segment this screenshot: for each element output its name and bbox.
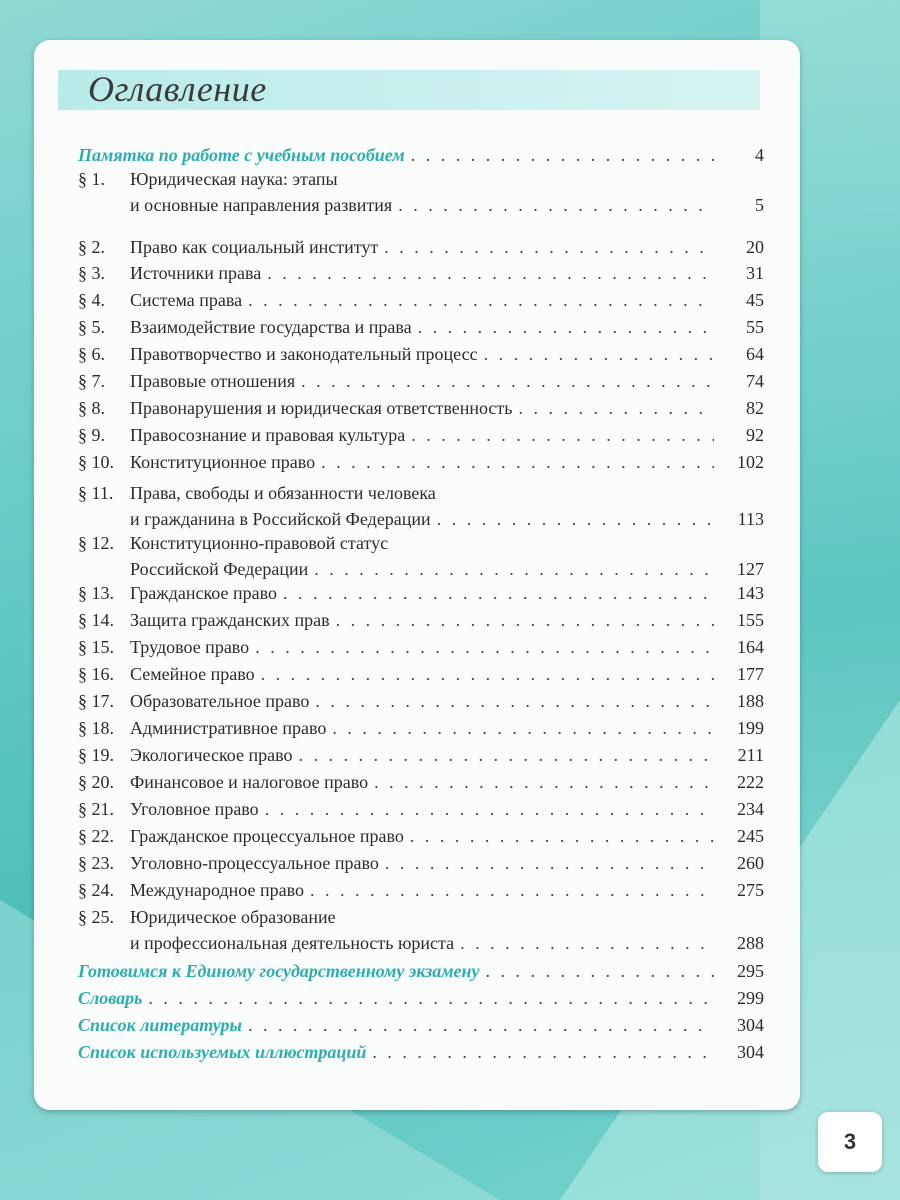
toc-entry-title: Памятка по работе с учебным пособием <box>78 145 405 165</box>
toc-page-number: 295 <box>737 961 764 981</box>
toc-entry-title: и гражданина в Российской Федерации <box>130 509 431 529</box>
toc-leader-dots <box>486 958 714 984</box>
toc-entry-title: Семейное право <box>130 664 255 684</box>
toc-entry[interactable] <box>78 634 764 660</box>
toc-entry[interactable] <box>78 850 764 876</box>
toc-entry[interactable] <box>78 449 764 475</box>
toc-page-number: 234 <box>737 799 764 819</box>
toc-page-number: 82 <box>746 398 764 418</box>
toc-entry[interactable] <box>78 314 764 340</box>
toc-entry-title: Система права <box>130 290 243 310</box>
toc-leader-dots <box>518 395 714 421</box>
toc-page-number: 304 <box>737 1015 764 1035</box>
toc-entry[interactable] <box>78 234 764 260</box>
toc-section-entry[interactable] <box>78 985 764 1011</box>
toc-page-number: 64 <box>746 344 764 364</box>
toc-entry-number: § 22. <box>78 826 114 846</box>
toc-page-number: 92 <box>746 425 764 445</box>
toc-page-number: 211 <box>737 745 764 765</box>
toc-entry[interactable] <box>78 422 764 448</box>
toc-entry[interactable] <box>78 661 764 687</box>
toc-leader-dots <box>248 287 714 313</box>
toc-leader-dots <box>248 1012 714 1038</box>
toc-leader-dots <box>384 234 714 260</box>
toc-leader-dots <box>398 192 714 218</box>
toc-entry[interactable] <box>78 368 764 394</box>
toc-entry[interactable] <box>78 260 764 286</box>
toc-page-number: 177 <box>737 664 764 684</box>
toc-entry[interactable] <box>78 715 764 741</box>
toc-entry-title: Конституционно-правовой статус <box>130 533 389 553</box>
toc-leader-dots <box>267 260 714 286</box>
toc-entry-title: Экологическое право <box>130 745 293 765</box>
toc-page-number: 164 <box>737 637 764 657</box>
toc-entry[interactable] <box>78 580 764 606</box>
toc-section-entry[interactable] <box>78 1012 764 1038</box>
toc-entry-number: § 7. <box>78 371 105 391</box>
toc-entry-number: § 5. <box>78 317 105 337</box>
toc-page-number: 45 <box>746 290 764 310</box>
toc-entry-title: Список используемых иллюстраций <box>78 1042 367 1062</box>
toc-entry-number: § 2. <box>78 237 105 257</box>
toc-leader-dots <box>265 796 714 822</box>
toc-leader-dots <box>374 769 714 795</box>
toc-entry-title: Гражданское процессуальное право <box>130 826 404 846</box>
toc-entry-title: Конституционное право <box>130 452 316 472</box>
toc-leader-dots <box>411 142 714 168</box>
toc-leader-dots <box>336 607 714 633</box>
toc-leader-dots <box>310 877 714 903</box>
toc-page-number: 74 <box>746 371 764 391</box>
toc-entry-number: § 8. <box>78 398 105 418</box>
toc-leader-dots <box>418 314 714 340</box>
toc-page-number: 102 <box>737 452 764 472</box>
toc-page-number: 113 <box>737 509 764 529</box>
toc-entry-number: § 14. <box>78 610 114 630</box>
toc-leader-dots <box>484 341 714 367</box>
toc-page-number: 31 <box>746 263 764 283</box>
toc-leader-dots <box>255 634 714 660</box>
toc-entry-number: § 9. <box>78 425 105 445</box>
toc-entry-title: Правонарушения и юридическая ответственность <box>130 398 513 418</box>
toc-entry-title: Юридическая наука: этапы <box>130 169 338 189</box>
toc-leader-dots <box>283 580 714 606</box>
toc-entry-title: Защита гражданских прав <box>130 610 330 630</box>
toc-entry-number: § 6. <box>78 344 105 364</box>
toc-entry-title: Гражданское право <box>130 583 278 603</box>
toc-entry-number: § 25. <box>78 907 114 927</box>
toc-entry[interactable] <box>78 480 764 532</box>
toc-entry-number: § 13. <box>78 583 114 603</box>
toc-entry-number: § 16. <box>78 664 114 684</box>
toc-leader-dots <box>437 506 714 532</box>
toc-page-number: 275 <box>737 880 764 900</box>
toc-entry-number: § 15. <box>78 637 114 657</box>
toc-page-number: 5 <box>755 195 764 215</box>
toc-entry-title: Юридическое образование <box>130 907 336 927</box>
toc-entry-number: § 11. <box>78 483 114 503</box>
toc-entry-number: § 23. <box>78 853 114 873</box>
toc-leader-dots <box>410 823 714 849</box>
toc-page-number: 20 <box>746 237 764 257</box>
toc-leader-dots <box>321 449 714 475</box>
toc-entry[interactable] <box>78 904 764 956</box>
toc-page-number: 4 <box>755 145 764 165</box>
toc-entry[interactable] <box>78 877 764 903</box>
toc-entry-title: Право как социальный институт <box>130 237 379 257</box>
toc-entry-number: § 3. <box>78 263 105 283</box>
toc-leader-dots <box>299 742 715 768</box>
toc-page-number: 188 <box>737 691 764 711</box>
toc-leader-dots <box>372 1039 714 1065</box>
toc-page-number: 222 <box>737 772 764 792</box>
toc-entry-number: § 20. <box>78 772 114 792</box>
toc-entry-title: Права, свободы и обязанности человека <box>130 483 436 503</box>
toc-section-entry[interactable] <box>78 1039 764 1065</box>
toc-entry-title: Уголовно-процессуальное право <box>130 853 379 873</box>
toc-entry-title: Образовательное право <box>130 691 310 711</box>
toc-entry[interactable] <box>78 395 764 421</box>
toc-entry-title: Словарь <box>78 988 143 1008</box>
toc-entry-title: Список литературы <box>78 1015 242 1035</box>
toc-entry-number: § 19. <box>78 745 114 765</box>
toc-entry-title: Административное право <box>130 718 327 738</box>
toc-leader-dots <box>385 850 714 876</box>
toc-entry-title: Правосознание и правовая культура <box>130 425 406 445</box>
toc-page-number: 288 <box>737 933 764 953</box>
toc-entry-title: Уголовное право <box>130 799 259 819</box>
toc-page-number: 199 <box>737 718 764 738</box>
toc-entry-number: § 12. <box>78 533 114 553</box>
toc-page-number: 55 <box>746 317 764 337</box>
toc-entry-number: § 1. <box>78 169 105 189</box>
toc-entry-number: § 21. <box>78 799 114 819</box>
toc-entry-title: Взаимодействие государства и права <box>130 317 412 337</box>
toc-leader-dots <box>314 556 714 582</box>
toc-entry[interactable] <box>78 796 764 822</box>
toc-leader-dots <box>315 688 714 714</box>
toc-entry-title: Готовимся к Единому государственному экзамену <box>78 961 480 981</box>
toc-leader-dots <box>332 715 714 741</box>
toc-section-entry[interactable] <box>78 142 764 168</box>
toc-entry-number: § 10. <box>78 452 114 472</box>
toc-entry-title: Трудовое право <box>130 637 250 657</box>
toc-leader-dots <box>301 368 714 394</box>
toc-page-number: 143 <box>737 583 764 603</box>
toc-leader-dots <box>411 422 714 448</box>
toc-section-entry[interactable] <box>78 958 764 984</box>
toc-leader-dots <box>261 661 714 687</box>
page-title: Оглавление <box>88 69 267 109</box>
toc-entry-title: Источники права <box>130 263 262 283</box>
toc-entry-number: § 24. <box>78 880 114 900</box>
toc-entry-number: § 18. <box>78 718 114 738</box>
toc-entry-number: § 17. <box>78 691 114 711</box>
toc-entry-title: Российской Федерации <box>130 559 309 579</box>
toc-entry[interactable] <box>78 742 764 768</box>
toc-page-number: 299 <box>737 988 764 1008</box>
toc-page-number: 304 <box>737 1042 764 1062</box>
toc-entry-title: и основные направления развития <box>130 195 393 215</box>
toc-entry-title: Международное право <box>130 880 304 900</box>
toc-entry[interactable] <box>78 607 764 633</box>
toc-entry-title: Правотворчество и законодательный процесс <box>130 344 478 364</box>
toc-entry[interactable] <box>78 769 764 795</box>
toc-entry[interactable] <box>78 688 764 714</box>
toc-entry[interactable] <box>78 287 764 313</box>
toc-entry[interactable] <box>78 166 764 218</box>
toc-leader-dots <box>148 985 714 1011</box>
toc-entry-title: Правовые отношения <box>130 371 296 391</box>
page-number: 3 <box>818 1112 882 1172</box>
toc-leader-dots <box>460 930 714 956</box>
toc-page-number: 245 <box>737 826 764 846</box>
toc-page-number: 127 <box>737 559 764 579</box>
toc-page-number: 155 <box>737 610 764 630</box>
toc-entry-title: и профессиональная деятельность юриста <box>130 933 455 953</box>
toc-entry-number: § 4. <box>78 290 105 310</box>
toc-entry[interactable] <box>78 341 764 367</box>
toc-entry-title: Финансовое и налоговое право <box>130 772 369 792</box>
toc-entry[interactable] <box>78 530 764 582</box>
toc-page-number: 260 <box>737 853 764 873</box>
toc-entry[interactable] <box>78 823 764 849</box>
